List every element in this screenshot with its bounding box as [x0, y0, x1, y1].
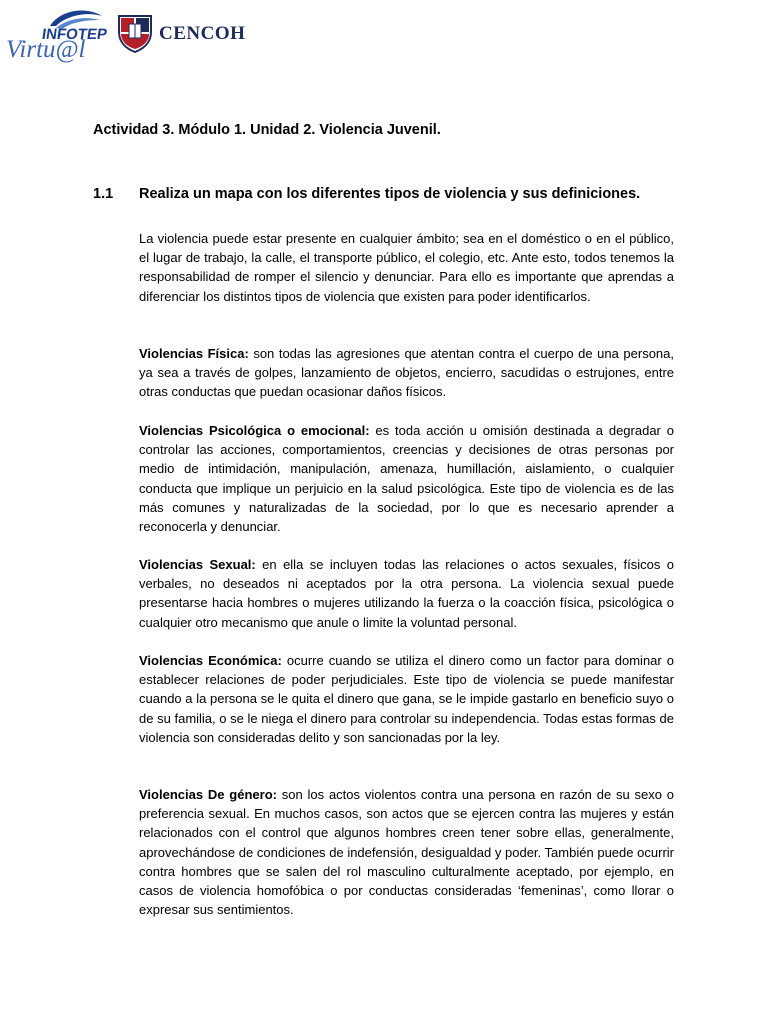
section-term: Violencias Psicológica o emocional: — [139, 423, 370, 438]
section-definition: son todas las agresiones que atentan contra el cuerpo de una persona, ya sea a través de golpes, lanzamiento de objetos, encierro, sacudidas o estrujones, entre otras conductas que puedan ocasionar daños físicos. — [139, 346, 674, 400]
section-economic-violence — [139, 651, 674, 747]
infotep-logo-text: INFOTEP — [40, 26, 109, 43]
virtual-logo-text: Virtu@l — [6, 36, 86, 63]
section-sexual-violence — [139, 555, 674, 632]
section-term: Violencias Física: — [139, 346, 249, 361]
section-physical-violence — [139, 344, 674, 402]
document-header — [0, 0, 768, 80]
cencoh-logo — [115, 12, 245, 56]
section-term: Violencias De género: — [139, 787, 277, 802]
section-definition: son los actos violentos contra una persona en razón de su sexo o preferencia sexual. En muchos casos, son actos que se ejercen contra las mujeres y están relacionados con el control que algunos hombres creen tener sobre ellas, generalmente, aprovechándose de condiciones de indefensión, desigualdad y poder. También puede ocurrir contra hombres que se salen del rol masculino culturalmente aceptado, por ejemplo, en casos de violencia homofóbica o por conductas consideradas ‘femeninas’, como llorar o expresar sus sentimientos. — [139, 787, 674, 918]
cencoh-logo-text: CENCOH — [159, 23, 246, 44]
section-definition: en ella se incluyen todas las relaciones o actos sexuales, físicos o verbales, no deseados ni aceptados por la otra persona. La violencia sexual puede presentarse hacia hombres o mujeres utilizando la fuerza o la coacción física, psicológica o cualquier otro mecanismo que anule o limite la voluntad personal. — [139, 557, 674, 630]
section-gender-violence — [139, 785, 674, 919]
section-term: Violencias Sexual: — [139, 557, 256, 572]
question-text: Realiza un mapa con los diferentes tipos de violencia y sus definiciones. — [139, 186, 641, 202]
section-definition: ocurre cuando se utiliza el dinero como un factor para dominar o establecer relaciones de poder perjudiciales. Este tipo de violencia se puede manifestar cuando a la persona se le quita el dinero que gana, se le impide gastarlo en beneficio suyo o de su familia, o se le niega el dinero para controlar su independencia. Todas estas formas de violencia son consideradas delito y son sancionadas por la ley. — [139, 653, 675, 745]
section-term: Violencias Económica: — [139, 653, 282, 668]
question-number: 1.1 — [93, 186, 114, 202]
intro-paragraph: La violencia puede estar presente en cualquier ámbito; sea en el doméstico o en el público, el lugar de trabajo, la calle, el transporte público, el colegio, etc. Ante esto, todos tenemos la responsabilidad de romper el silencio y denunciar. Para ello es importante que aprendas a diferenciar los distintos tipos de violencia que existen para poder identificarlos. — [139, 231, 674, 304]
shield-crest-icon — [115, 12, 155, 54]
section-definition: es toda acción u omisión destinada a degradar o controlar las acciones, comportamientos, creencias y decisiones de otras personas por medio de intimidación, manipulación, amenaza, humillación, aislamiento, o cualquier conducta que implique un perjuicio en la salud psicológica. Este tipo de violencia es de las más comunes y naturalizadas de la sociedad, por lo que es necesario aprender a reconocerla y denunciar. — [139, 423, 674, 535]
page-title: Actividad 3. Módulo 1. Unidad 2. Violencia Juvenil. — [93, 122, 441, 138]
infotep-logo — [6, 8, 110, 66]
section-psychological-violence — [139, 421, 674, 536]
